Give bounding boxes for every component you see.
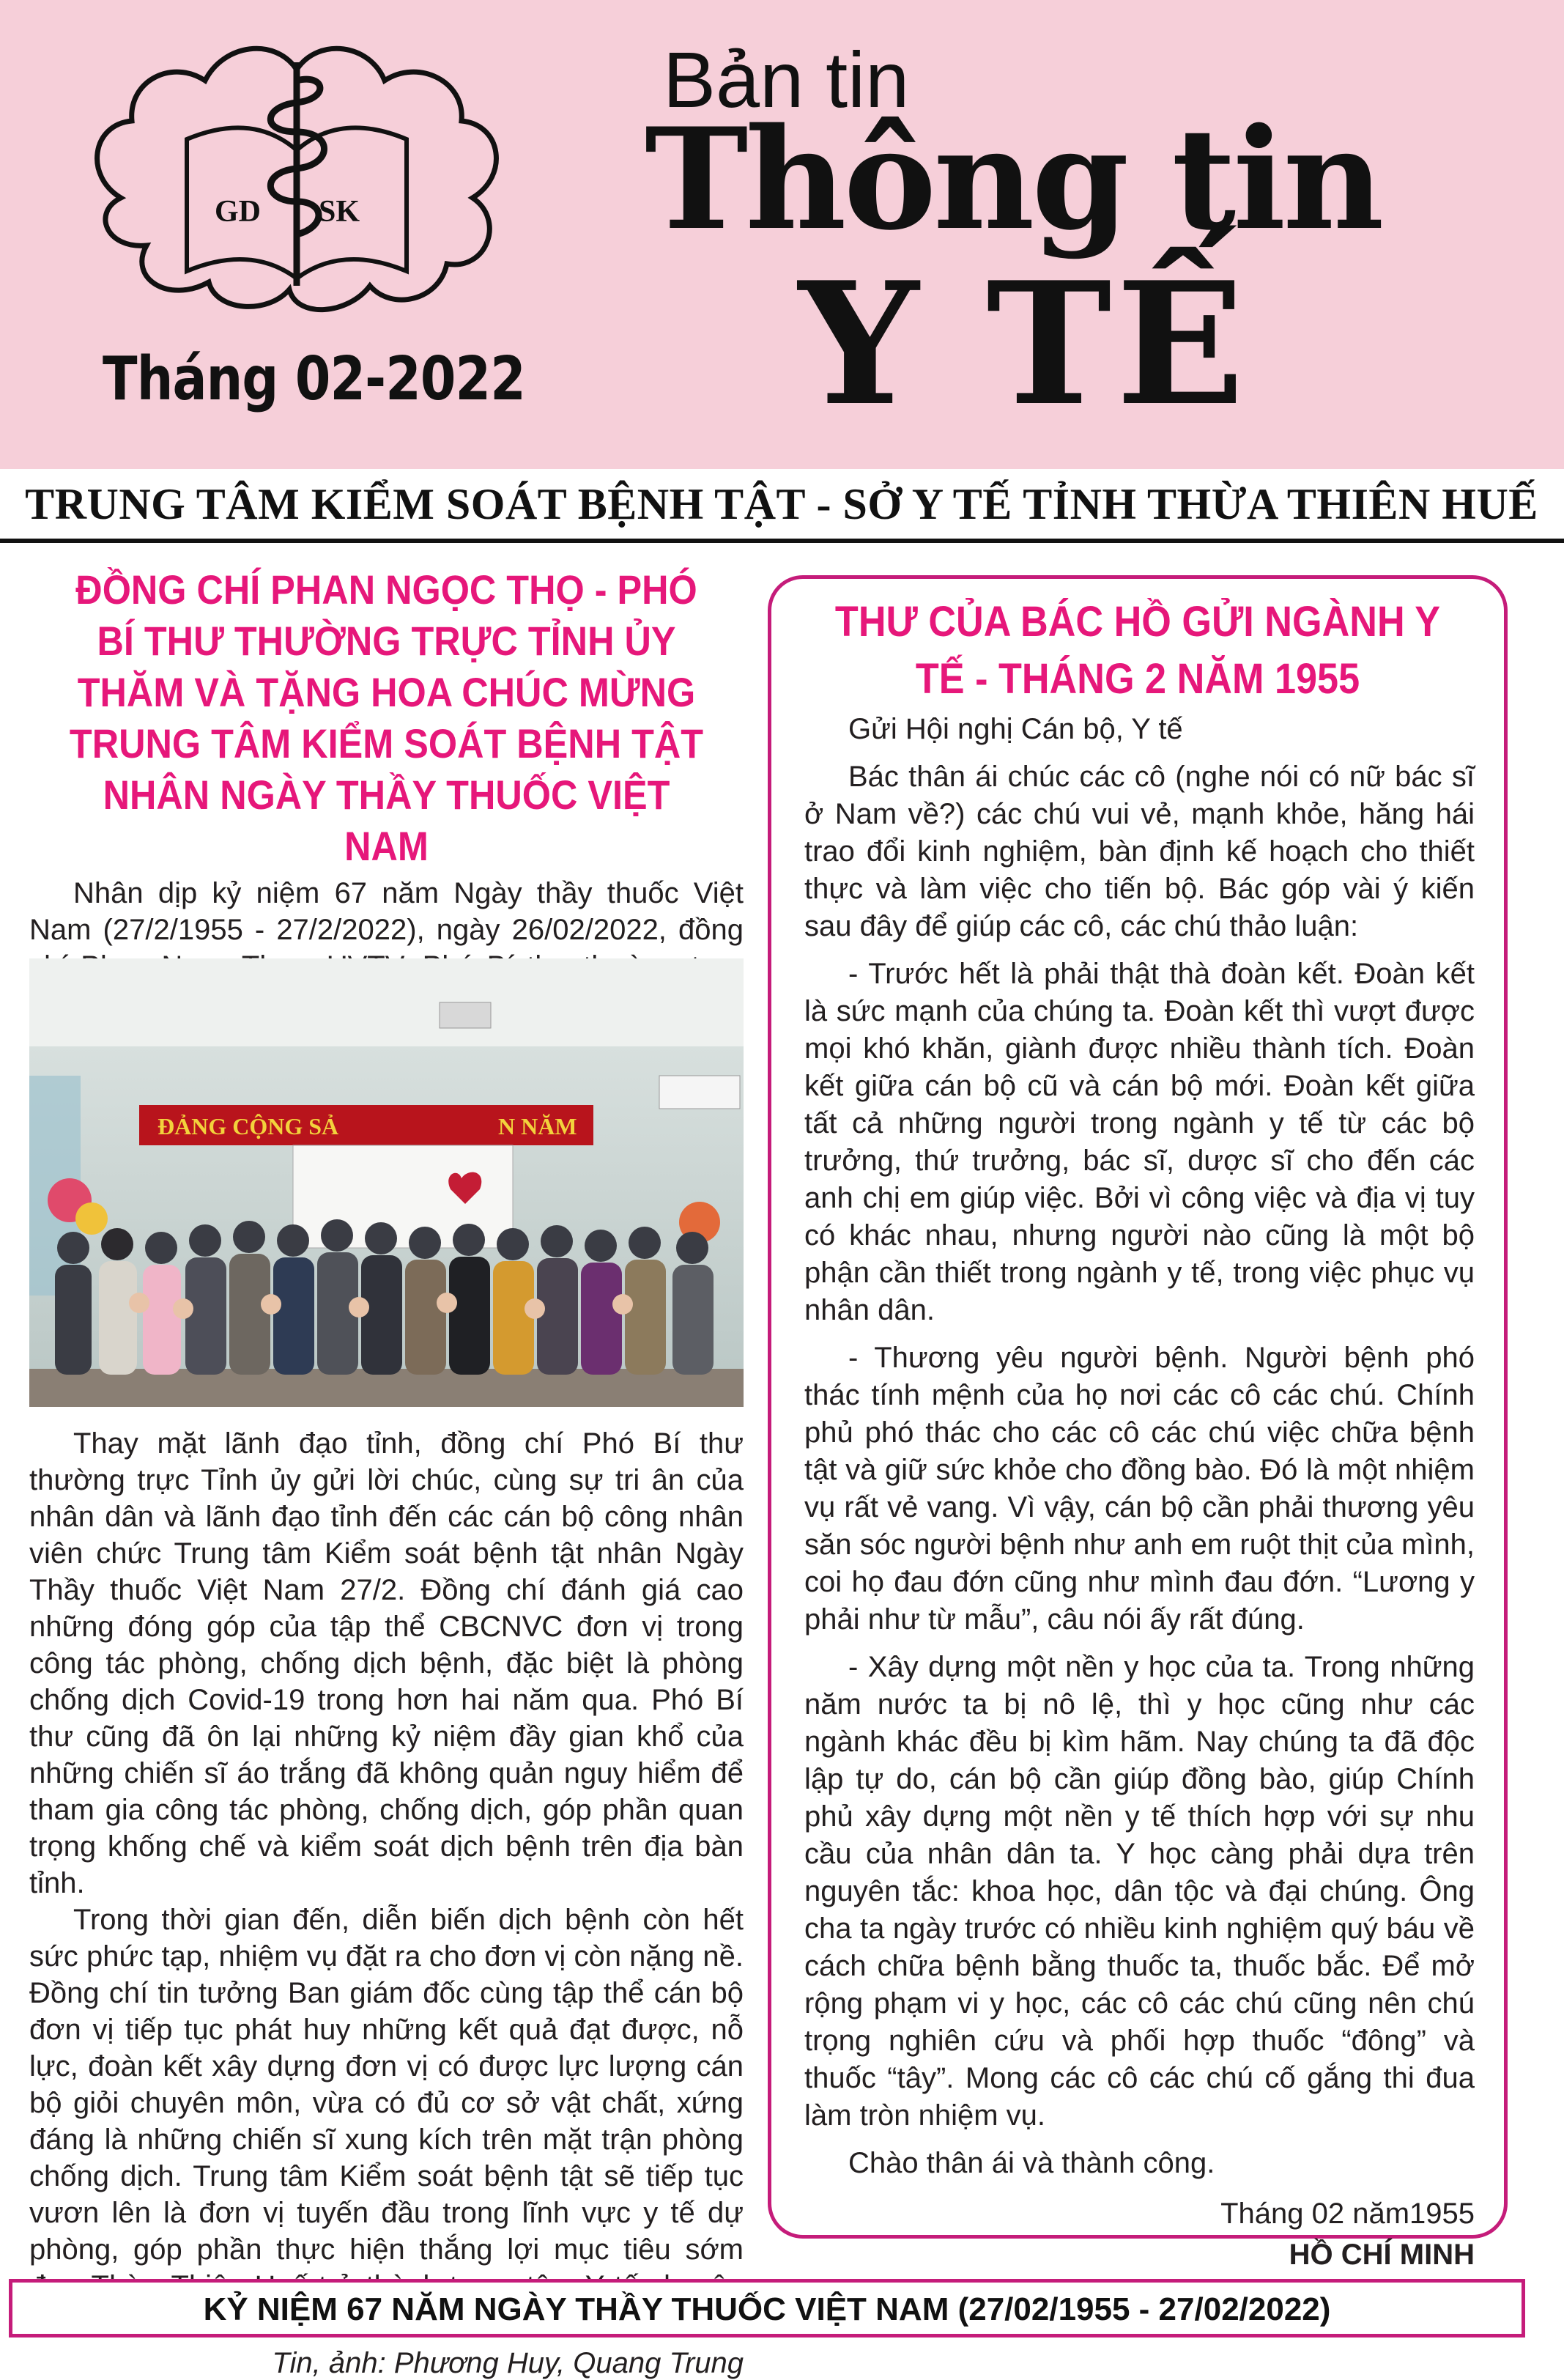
letter-para-1: Bác thân ái chúc các cô (nghe nói có nữ bác sĩ ở Nam về?) các chú vui vẻ, mạnh khỏe, hăng hái trao đổi kinh nghiệm, bàn định kế hoạch cho thiết thực và làm việc cho tiến bộ. Bác góp vài ý kiến sau đây để giúp các cô, các chú thảo luận: bbox=[804, 761, 1475, 942]
masthead-header bbox=[0, 0, 1564, 469]
right-article-title: THƯ CỦA BÁC HỒ GỬI NGÀNH Y TẾ - THÁNG 2 NĂM 1955 bbox=[834, 598, 1441, 703]
group-photo-illustration bbox=[29, 958, 744, 1407]
letter-greeting: Gửi Hội nghị Cán bộ, Y tế bbox=[848, 713, 1183, 745]
letter-para-4: - Xây dựng một nền y học của ta. Trong những năm nước ta bị nô lệ, thì y học cũng như các ngành khác đều bị kìm hãm. Nay chúng ta đã độc lập tự do, cán bộ cần giúp đồng bào, giúp Chính phủ xây dựng một nền y tế thích hợp với sự nhu cầu của nhân dân ta. Y học càng phải dựa trên nguyên tắc: khoa học, dân tộc và đại chúng. Ông cha ta ngày trước có nhiều kinh nghiệm quý báu về cách chữa bệnh bằng thuốc ta, thuốc bắc. Để mở rộng phạm vi y học, các cô các chú cũng nên chú trọng nghiên cứu và phối hợp thuốc “đông” và thuốc “tây”. Mong các cô các chú cố gắng thi đua làm tròn nhiệm vụ. bbox=[804, 1651, 1475, 2132]
footer-bar bbox=[9, 2279, 1525, 2338]
masthead-main-title: Thông tin bbox=[645, 97, 1382, 261]
footer-text: KỶ NIỆM 67 NĂM NGÀY THẦY THUỐC VIỆT NAM (27/02/1955 - 27/02/2022) bbox=[203, 2291, 1331, 2327]
left-article bbox=[29, 557, 744, 2379]
organization-name: TRUNG TÂM KIỂM SOÁT BỆNH TẬT - SỞ Y TẾ TỈNH THỪA THIÊN HUẾ bbox=[25, 480, 1538, 528]
masthead-yte-title: Y TẾ bbox=[798, 245, 1249, 443]
right-article-body bbox=[804, 711, 1475, 2277]
left-article-body bbox=[29, 1425, 744, 2380]
organization-bar bbox=[0, 469, 1564, 543]
left-article-para-2: Thay mặt lãnh đạo tỉnh, đồng chí Phó Bí thư thường trực Tỉnh ủy gửi lời chúc, cùng sự tri ân của nhân dân và lãnh đạo tỉnh đến các cán bộ công nhân viên chức Trung tâm Kiểm soát bệnh tật nhân Ngày Thầy thuốc Việt Nam 27/2. Đồng chí đánh giá cao những đóng góp của tập thể CBCNVC đơn vị trong công tác phòng, chống dịch bệnh, đặc biệt là phòng chống dịch Covid-19 trong hơn hai năm qua. Phó Bí thư cũng đã ôn lại những kỷ niệm đầy gian khổ của những chiến sĩ áo trắng đã không quản nguy hiểm để tham gia công tác phòng, chống dịch, góp phần quan trọng khống chế và kiểm soát dịch bệnh trên địa bàn tỉnh. bbox=[29, 1427, 744, 1899]
photo-banner-text: ĐẢNG CỘNG SẢ bbox=[157, 1113, 339, 1139]
logo-right-text: SK bbox=[319, 195, 360, 229]
left-article-intro: Nhân dịp kỷ niệm 67 năm Ngày thầy thuốc Việt Nam (27/2/1955 - 27/2/2022), ngày 26/02/2022, đồng bbox=[29, 877, 744, 946]
left-article-title: ĐỒNG CHÍ PHAN NGỌC THỌ - PHÓ BÍ THƯ THƯỜNG TRỰC TỈNH ỦY THĂM VÀ TẶNG HOA CHÚC MỪNG TRUNG TÂM KIỂM SOÁT BỆNH TẬT NHÂN NGÀY THẦY THUỐC VIỆT NAM bbox=[69, 566, 704, 869]
photo-banner-text-right: N NĂM bbox=[498, 1113, 577, 1139]
letter-para-2: - Trước hết là phải thật thà đoàn kết. Đoàn kết là sức mạnh của chúng ta. Đoàn kết thì vượt được mọi khó khăn, giành được nhiều thành tích. Đoàn kết giữa cán bộ cũ và cán bộ mới. Đoàn kết giữa tất cả những người trong ngành y tế từ các bộ trưởng, thứ trưởng, bác sĩ, dược sĩ cho đến các anh chị em giúp việc. Bởi vì công việc và địa vị tuy có khác nhau, nhưng người nào cũng là một bộ phận cần thiết trong ngành y tế, trong việc phục vụ nhân dân. bbox=[804, 958, 1475, 1326]
group-photo bbox=[29, 958, 744, 1407]
photo-credit: Tin, ảnh: Phương Huy, Quang Trung bbox=[272, 2347, 744, 2379]
letter-para-3: - Thương yêu người bệnh. Người bệnh phó thác tính mệnh của họ nơi các cô các chú. Chính phủ phó thác cho các cô các chú việc chữa bệnh tật và giữ sức khỏe cho đồng bào. Đó là một nhiệm vụ rất vẻ vang. Vì vậy, cán bộ cần phải thương yêu săn sóc người bệnh như anh em ruột thịt của mình, coi họ đau đớn cũng như mình đau đớn. “Lương y phải như từ mẫu”, câu nói ấy rất đúng. bbox=[804, 1342, 1475, 1636]
letter-closing: Chào thân ái và thành công. bbox=[848, 2147, 1215, 2179]
logo-left-text: GD bbox=[215, 195, 261, 229]
issue-date: Tháng 02-2022 bbox=[103, 344, 525, 414]
letter-date: Tháng 02 năm1955 bbox=[1220, 2198, 1475, 2230]
letter-signature: HỒ CHÍ MINH bbox=[1289, 2239, 1475, 2271]
right-article-box bbox=[768, 575, 1508, 2271]
masthead-small-title: Bản tin bbox=[663, 35, 910, 124]
left-article-para-3: Trong thời gian đến, diễn biến dịch bệnh còn hết sức phức tạp, nhiệm vụ đặt ra cho đơn vị còn nặng nề. Đồng chí tin tưởng Ban giám đốc cùng tập thể cán bộ đơn vị tiếp tục phát huy những kết quả đạt được, nỗ lực, đoàn kết xây dựng đơn vị có được lực lượng cán bộ giỏi chuyên môn, vừa có đủ cơ sở vật chất, xứng đáng là những chiến sĩ xung kích trên mặt trận phòng chống dịch. Trung tâm Kiểm soát bệnh tật sẽ tiếp tục vươn lên là đơn vị tuyến đầu trong lĩnh vực y tế dự phòng, góp phần thực hiện thắng lợi mục tiêu sớm bbox=[29, 1904, 744, 2266]
caduceus-book-logo-icon bbox=[77, 29, 531, 322]
